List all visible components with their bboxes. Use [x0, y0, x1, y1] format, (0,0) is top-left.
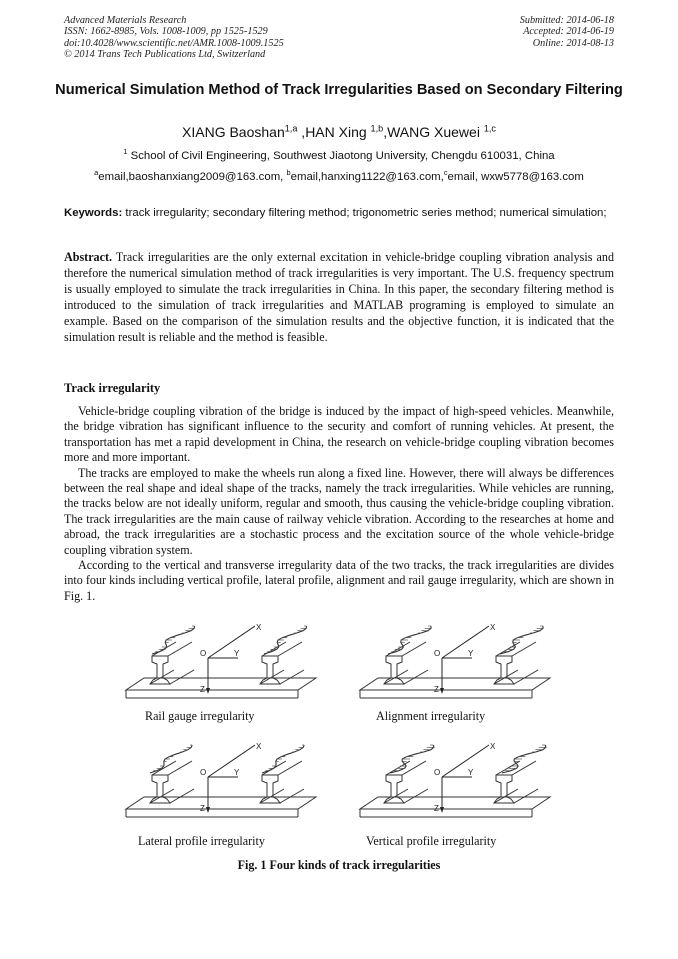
accepted-date: Accepted: 2014-06-19: [523, 26, 614, 38]
panel-caption: Lateral profile irregularity: [138, 834, 265, 848]
origin-label: O: [434, 768, 441, 777]
author-name: XIANG Baoshan: [182, 124, 285, 140]
track-schematic: [120, 737, 320, 825]
affiliation: [40, 149, 638, 164]
track-schematic: [354, 618, 554, 706]
section-body: [64, 404, 614, 604]
z-axis-label: Z: [200, 804, 205, 813]
figure-panel-rail-gauge: [120, 618, 320, 706]
journal-copyright: © 2014 Trans Tech Publications Ltd, Switzerland: [64, 49, 266, 61]
x-axis-label: X: [490, 623, 496, 632]
email-text: email,baoshanxiang2009@163.com,: [98, 171, 287, 183]
journal-issn: ISSN: 1662-8985, Vols. 1008-1009, pp 1525-1529: [64, 26, 268, 38]
panel-caption: Rail gauge irregularity: [145, 709, 255, 723]
figure-panel-lateral-profile: [120, 737, 320, 825]
y-axis-label: Y: [468, 768, 474, 777]
abstract-label: Abstract.: [64, 250, 113, 264]
x-axis-label: X: [256, 623, 262, 632]
email-sup: c: [443, 168, 448, 178]
origin-label: O: [200, 768, 207, 777]
track-schematic: [354, 737, 554, 825]
panel-caption: Alignment irregularity: [376, 709, 486, 723]
affiliation-text: School of Civil Engineering, Southwest Jiaotong University, Chengdu 610031, China: [127, 150, 555, 162]
author-sup: 1,c: [483, 123, 496, 134]
track-schematic: [120, 618, 320, 706]
email-text: email,hanxing1122@163.com,: [290, 171, 444, 183]
keywords-label: Keywords:: [64, 207, 123, 219]
author-sep: ,: [383, 124, 388, 140]
body-paragraph: The tracks are employed to make the wheels run along a fixed line. However, there will always be differences between the real shape and ideal shape of the tracks, namely the track irregularities. While vehicles are running, the tracks below are not ideally uniform, regular and smooth, thus causing the vehicle-bridge coupling vibration. The track irregularities are the main cause of railway vehicle vibration. According to the researches at home and abroad, the track irregularities are a stochastic process and the excitation source of the whole vehicle-bridge coupling vibration system.: [64, 465, 614, 557]
body-paragraph: According to the vertical and transverse irregularity data of the two tracks, the track irregularities are divides into four kinds including vertical profile, lateral profile, alignment and rail gauge irregularity, which are shown in Fig. 1.: [64, 558, 614, 603]
author-name: HAN Xing: [305, 124, 371, 140]
origin-label: O: [434, 649, 441, 658]
email-text: email, wxw5778@163.com: [447, 171, 584, 183]
paper-title: Numerical Simulation Method of Track Irregularities Based on Secondary Filtering: [55, 82, 623, 98]
author-list: [55, 123, 623, 141]
submitted-date: Submitted: 2014-06-18: [519, 15, 614, 26]
journal-header-right: [520, 15, 614, 49]
keywords: [64, 206, 614, 222]
email-sup: b: [286, 168, 291, 178]
panel-caption: Vertical profile irregularity: [366, 834, 497, 848]
online-date: Online: 2014-08-13: [532, 37, 614, 49]
body-paragraph: Vehicle-bridge coupling vibration of the bridge is induced by the impact of high-speed vehicles. Meanwhile, the bridge vibration has significant influence to the security and comfort of running vehicles. At present, the transportation has met a rapid development in China, the research on vehicle-bridge coupling vibration becomes more and more important.: [64, 404, 614, 465]
origin-label: O: [200, 649, 207, 658]
x-axis-label: X: [256, 742, 262, 751]
journal-header-left: [64, 15, 284, 61]
z-axis-label: Z: [434, 685, 439, 694]
figure-panel-vertical-profile: [354, 737, 554, 825]
abstract: [64, 250, 614, 345]
author-sup: 1,a: [284, 123, 298, 134]
author-name: WANG Xuewei: [387, 124, 484, 140]
affiliation-sup: 1: [123, 147, 128, 157]
figure-caption: Fig. 1 Four kinds of track irregularities: [237, 858, 441, 872]
author-sep: ,: [297, 124, 306, 140]
figure-panel-alignment: [354, 618, 554, 706]
abstract-text: Track irregularities are the only external excitation in vehicle-bridge coupling vibration analysis and therefore the numerical simulation method of track irregularities is very important. The U.S. frequency spectrum is usually employed to simulate the track irregularities in China. In this paper, the secondary filtering method is introduced to the simulation of track irregularities and MATLAB programing is employed to simulate an example. Based on the comparison of the simulation results and the objective function, it is indicated that the simulation result is reliable and the method is feasible.: [64, 250, 614, 344]
section-heading: Track irregularity: [64, 381, 161, 395]
email-sup: a: [94, 168, 99, 178]
keywords-text: track irregularity; secondary filtering method; trigonometric series method; numerical simulation;: [122, 207, 607, 219]
email-list: [40, 170, 638, 185]
author-sup: 1,b: [370, 123, 384, 134]
x-axis-label: X: [490, 742, 496, 751]
y-axis-label: Y: [468, 649, 474, 658]
journal-name: Advanced Materials Research: [64, 15, 187, 26]
journal-doi: doi:10.4028/www.scientific.net/AMR.1008-1009.1525: [64, 37, 284, 49]
z-axis-label: Z: [200, 685, 205, 694]
y-axis-label: Y: [234, 768, 240, 777]
z-axis-label: Z: [434, 804, 439, 813]
y-axis-label: Y: [234, 649, 240, 658]
